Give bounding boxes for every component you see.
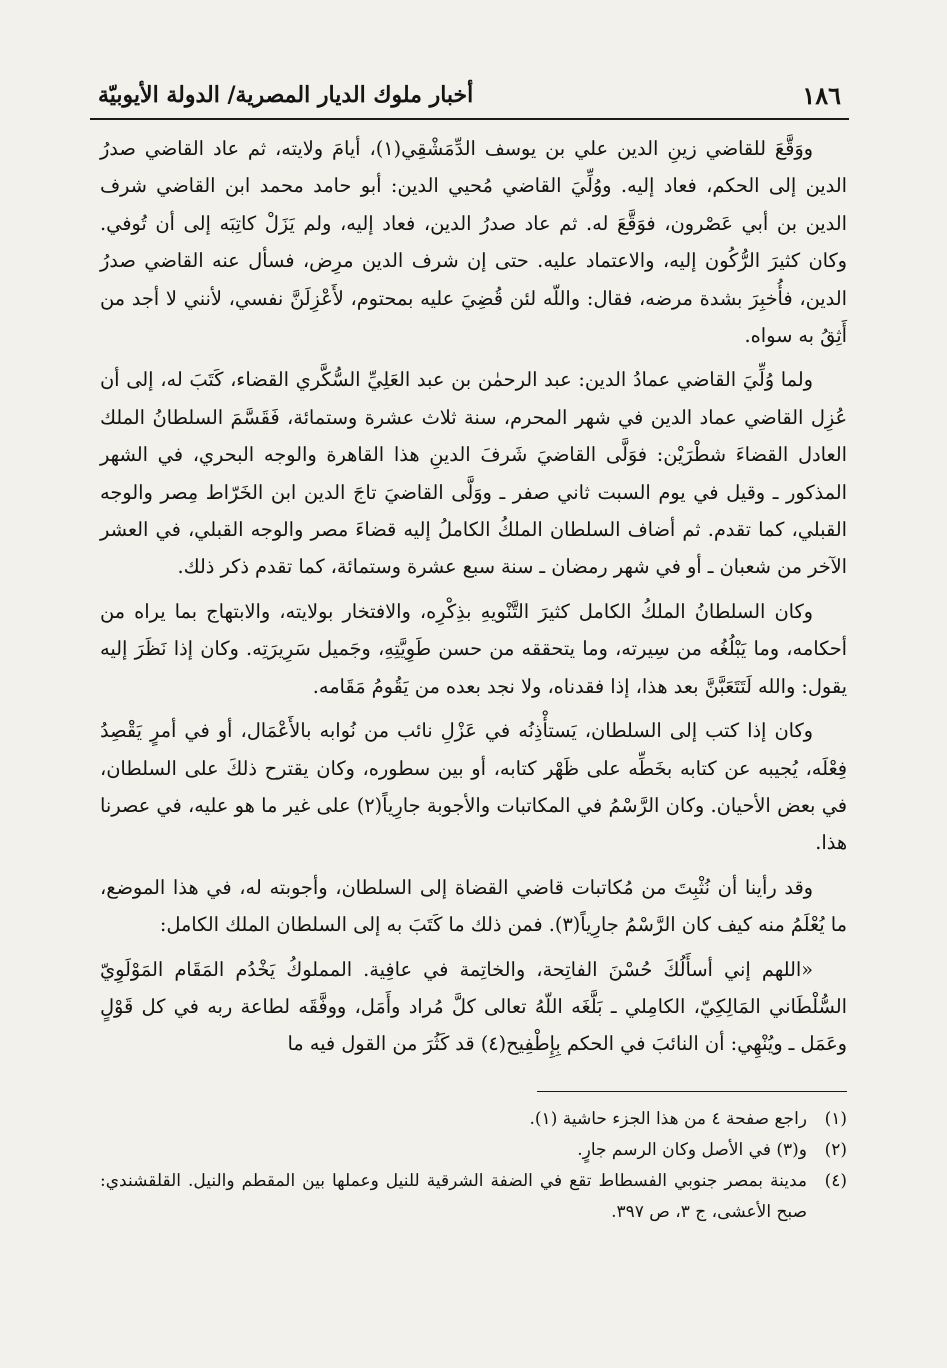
paragraph: وكان السلطانُ الملكُ الكامل كثيرَ التَّنْويهِ بذِكْرِه، والافتخار بولايته، والابتهاج بما يراه من أحكامه، وما يَبْلُغُه من سِيرته، وما يتحققه من حسن طَوِيَّتِهِ، وجَميل سَرِيرَتِه. وكان إذا نَظَرَ إليه يقول: والله لَتَتَعَبَّنَّ بعد هذا، إذا فقدناه، ولا نجد بعده من يَقُومُ مَقَامه.: [100, 599, 847, 698]
paragraph: وقد رأينا أن نُثْبِتَ من مُكاتبات قاضي القضاة إلى السلطان، وأجوبته له، في هذا الموضع، ما يُعْلَمُ منه كيف كان الرَّسْمُ جارِياً(٣). فمن ذلك ما كَتَبَ به إلى السلطان الملك الكامل:: [100, 875, 847, 937]
main-text: [100, 130, 847, 1063]
footnotes: [100, 1104, 847, 1228]
running-title: أخبار ملوك الديار المصرية/ الدولة الأيوبيّة: [98, 82, 474, 108]
footnote-number: (١): [824, 1108, 847, 1129]
footnote: [100, 1104, 847, 1135]
footnote-number: (٤): [824, 1170, 847, 1191]
footnote-text: و(٣) في الأصل وكان الرسم جارٍ.: [577, 1139, 807, 1160]
footnote-separator: [537, 1091, 847, 1092]
paragraph: وكان إذا كتب إلى السلطان، يَستأْذِنُه في عَزْلِ نائب من نُوابه بالأَعْمَال، أو في أمرٍ يَقْصِدُ فِعْلَه، يُجيبه عن كتابه بخَطِّه على ظَهْر كتابه، أو بين سطوره، وكان يقترح ذلكَ على السلطان، في بعض الأحيان. وكان الرَّسْمُ في المكاتبات والأجوبة جارِياً(٢) على غير ما هو عليه، في عصرنا هذا.: [100, 719, 847, 855]
page-header: [90, 72, 849, 120]
footnote-text: مدينة بمصر جنوبي الفسطاط تقع في الضفة الشرقية للنيل وعملها بين المقطم والنيل. القلقشندي: صبح الأعشى، ج ٣، ص ٣٩٧.: [100, 1170, 807, 1222]
paragraph: «اللهم إني أسأَلُكَ حُسْنَ الفاتِحة، والخاتِمة في عافِية. المملوكُ يَخْدُم المَقَام المَوْلَوِيّ السُّلْطَاني المَالِكِيّ، الكامِلي ـ بَلَّغَه اللّهُ تعالى كلَّ مُراد وأَمَل، ووفَّقَه لطاعة ربه في كل قَوْلٍ وعَمَل ـ ويُنْهِي: أن النائبَ في الحكم بِإِطْفِيح(٤) قد كَثُرَ من القول فيه ما: [100, 957, 847, 1056]
footnote: [100, 1135, 847, 1166]
footnote-number: (٢): [824, 1139, 847, 1160]
page-number: ١٨٦: [802, 80, 841, 110]
paragraph: ووَقَّعَ للقاضي زينِ الدين علي بن يوسف الدِّمَشْقِي(١)، أيامَ ولايته، ثم عاد القاضي صدرُ الدين إلى الحكم، فعاد إليه. ووُلِّيَ القاضي مُحيي الدين: أبو حامد محمد ابن القاضي شرف الدين بن أبي عَصْرون، فوَقَّعَ له. ثم عاد صدرُ الدين، فعاد إليه، ولم يَزَلْ كاتِبَه إلى أن تُوفي. وكان كثيرَ الرُّكُون إليه، والاعتماد عليه. حتى إن شرف الدين مرِض، فسأل عنه القاضي صدرُ الدين، فأُخبِرَ بشدة مرضه، فقال: واللّه لئن قُضِيَ عليه بمحتوم، لأَعْزِلَنَّ نفسي، لأنني لا أجد من أَثِقُ به سواه.: [100, 137, 847, 348]
footnote: [100, 1166, 847, 1228]
footnote-text: راجع صفحة ٤ من هذا الجزء حاشية (١).: [529, 1108, 807, 1129]
paragraph: ولما وُلِّيَ القاضي عمادُ الدين: عبد الرحمٰن بن عبد العَلِيِّ السُّكَّري القضاء، كَتَبَ له، إلى أن عُزِل القاضي عماد الدين في شهر المحرم، سنة ثلاث عشرة وستمائة، فَقَسَّمَ السلطانُ الملك العادل القضاءَ شطْرَيْن: فوَلَّى القاضيَ شَرفَ الدينِ هذا القاهرة والوجه البحري، في الشهر المذكور ـ وقيل في يوم السبت ثاني صفر ـ ووَلَّى القاضيَ تاجَ الدين ابن الخَرّاط مِصر والوجه القبلي، كما تقدم. ثم أضاف السلطان الملكُ الكاملُ إليه قضاءَ مصر والوجه القبلي، في العشر الآخر من شعبان ـ أو في شهر رمضان ـ سنة سبع عشرة وستمائة، كما تقدم ذكر ذلك.: [100, 368, 847, 579]
